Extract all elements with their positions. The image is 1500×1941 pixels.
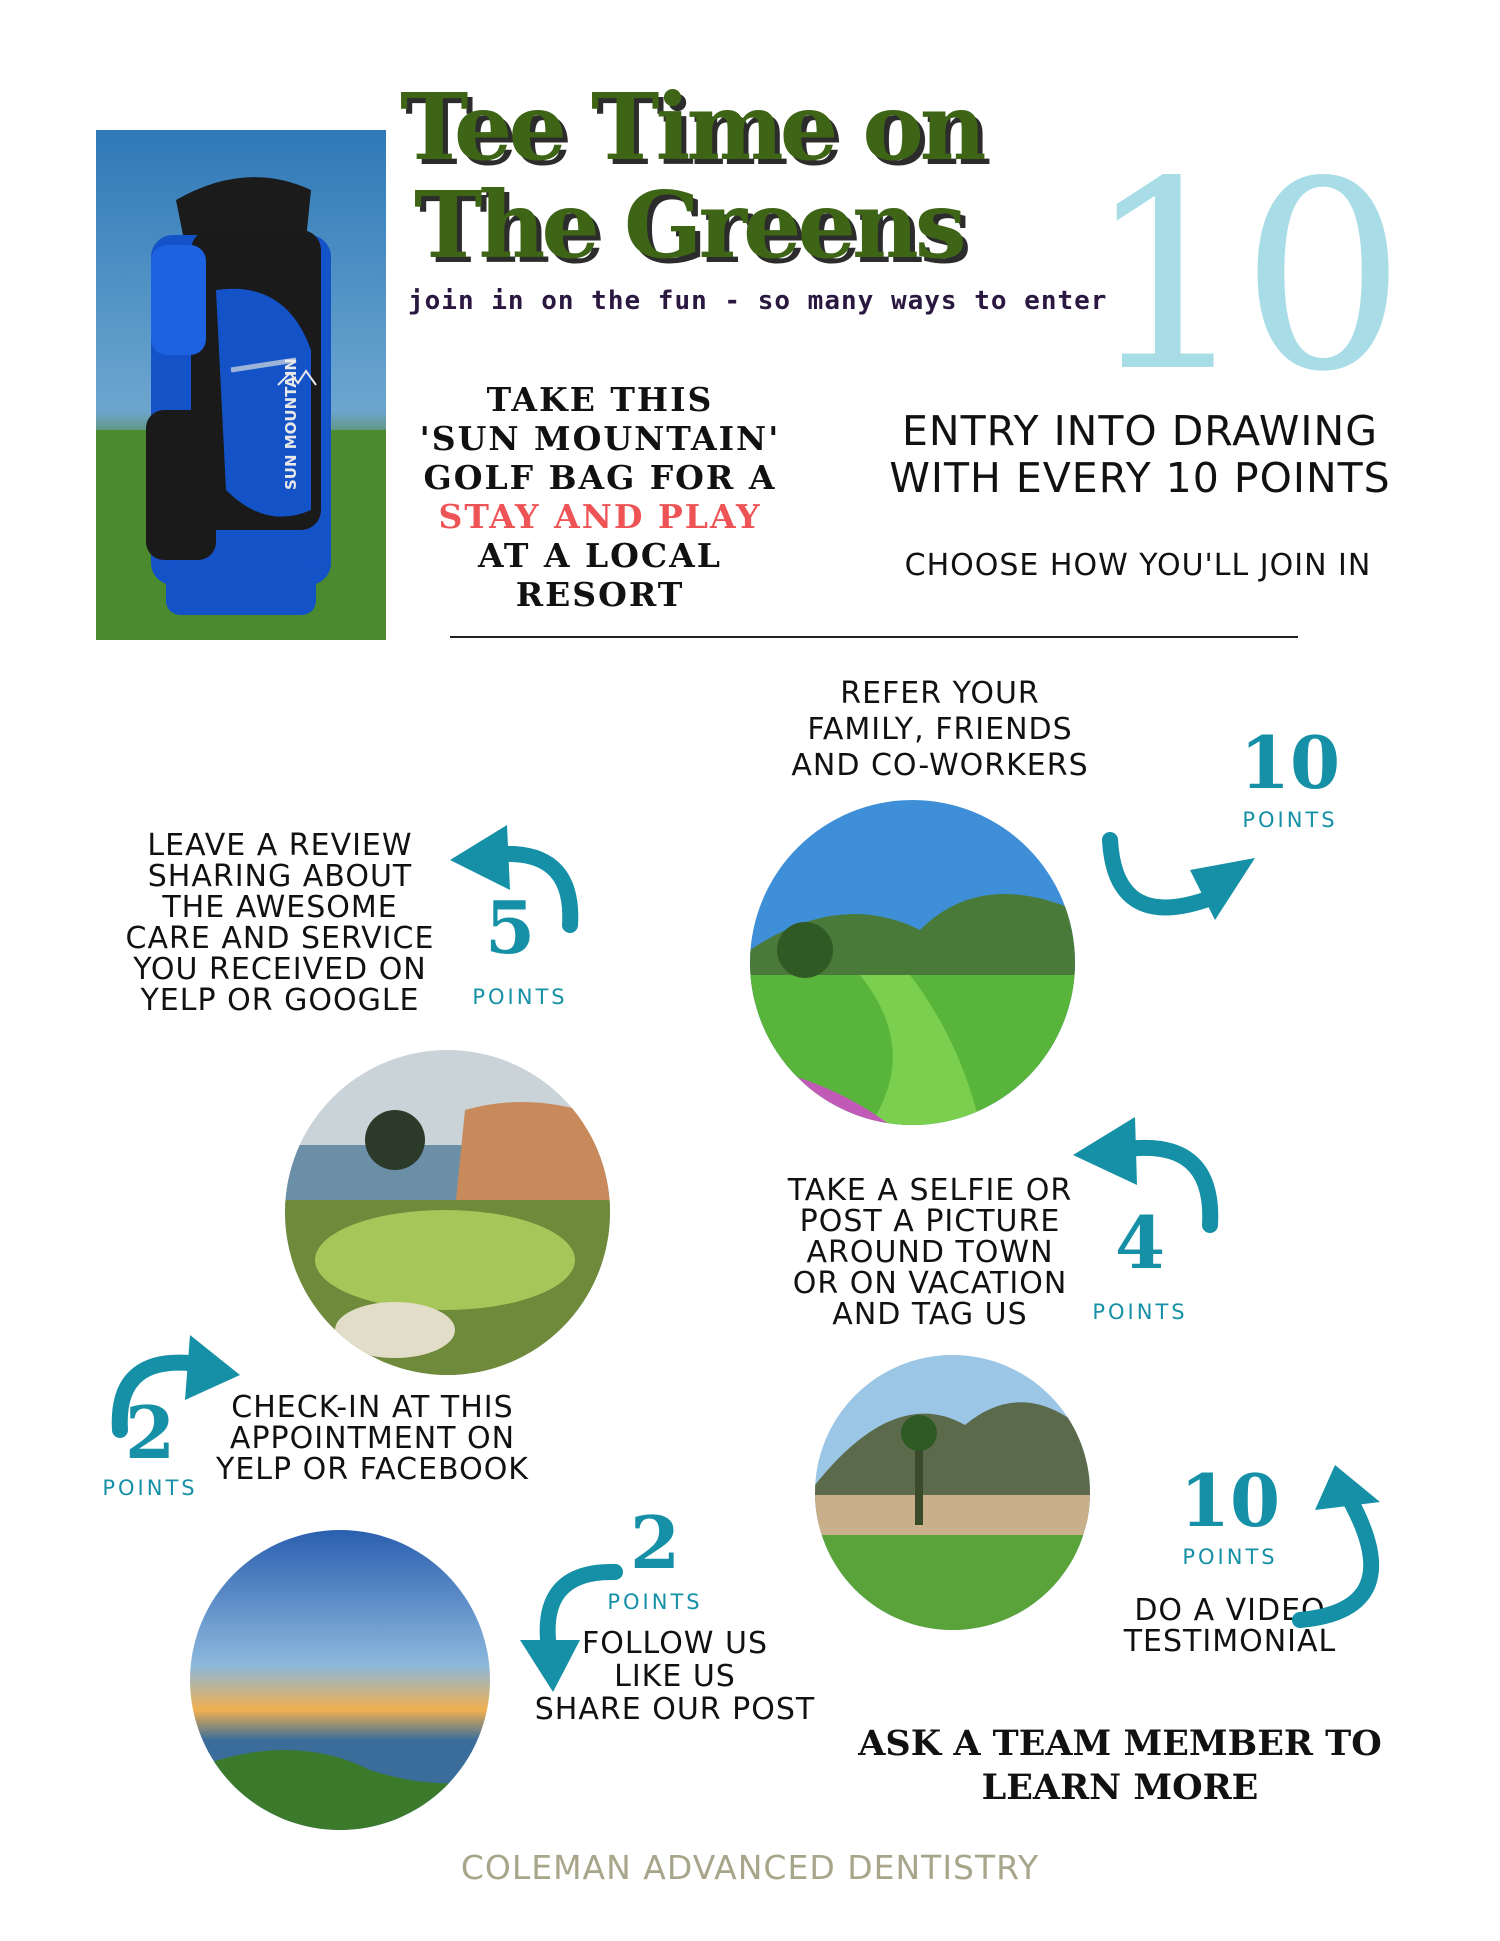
page-subtitle: join in on the fun - so many ways to enter (408, 286, 1108, 316)
refer-points: 10 (1239, 720, 1341, 805)
task-checkin (210, 1392, 535, 1485)
task-review (110, 830, 450, 1016)
prize-line: GOLF BAG FOR A (423, 458, 777, 497)
task-line: APPOINTMENT ON (229, 1421, 516, 1456)
selfie-points: 4 (1114, 1200, 1166, 1285)
review-points: 5 (484, 885, 536, 970)
prize-line: AT A LOCAL (478, 536, 722, 575)
prize-description (410, 380, 790, 614)
follow-points-label: POINTS (607, 1590, 703, 1614)
checkin-points: 2 (124, 1390, 176, 1475)
task-line: AND CO-WORKERS (791, 748, 1089, 783)
task-line: FAMILY, FRIENDS (807, 712, 1073, 747)
task-line: LIKE US (614, 1659, 736, 1694)
task-line: YELP OR GOOGLE (140, 983, 420, 1018)
ask-line-2: LEARN MORE (981, 1767, 1259, 1808)
refer-points-label: POINTS (1242, 808, 1338, 832)
prize-highlight: STAY AND PLAY (438, 497, 762, 536)
bag-brand-text: SUN MOUNTAIN (282, 358, 300, 490)
ocean-sunset-photo (190, 1530, 490, 1830)
task-line: LEAVE A REVIEW (147, 828, 413, 863)
task-line: FOLLOW US (581, 1626, 769, 1661)
task-line: REFER YOUR (840, 676, 1040, 711)
follow-points: 2 (629, 1500, 681, 1585)
task-line: POST A PICTURE (799, 1204, 1061, 1239)
curved-arrow-icon (1290, 1460, 1410, 1630)
task-line: DO A VIDEO (1134, 1593, 1326, 1628)
task-line: TESTIMONIAL (1123, 1624, 1337, 1659)
selfie-points-label: POINTS (1092, 1300, 1188, 1324)
title-line-1: Tee Time on (400, 73, 983, 181)
big-ten: 10 (1085, 127, 1396, 429)
page-title (400, 73, 1040, 279)
task-line: TAKE A SELFIE OR (787, 1173, 1073, 1208)
task-line: SHARING ABOUT (147, 859, 413, 894)
video-points-label: POINTS (1182, 1545, 1278, 1569)
ask-line-1: ASK A TEAM MEMBER TO (858, 1723, 1382, 1764)
video-points: 10 (1179, 1458, 1281, 1543)
golf-bag-photo (96, 130, 386, 640)
task-follow (525, 1627, 825, 1726)
task-line: THE AWESOME (162, 890, 398, 925)
mountain-resort-photo (815, 1355, 1090, 1630)
prize-line: 'SUN MOUNTAIN' (419, 419, 781, 458)
task-line: YELP OR FACEBOOK (216, 1452, 529, 1487)
review-points-label: POINTS (472, 985, 568, 1009)
task-line: AND TAG US (832, 1297, 1028, 1332)
task-refer (740, 676, 1140, 784)
entry-line-1: ENTRY INTO DRAWING (902, 407, 1378, 455)
task-line: SHARE OUR POST (534, 1692, 816, 1727)
call-to-action (840, 1722, 1400, 1810)
task-line: YOU RECEIVED ON (133, 952, 427, 987)
practice-name: COLEMAN ADVANCED DENTISTRY (460, 1848, 1040, 1887)
task-line: OR ON VACATION (792, 1266, 1068, 1301)
task-selfie (775, 1175, 1085, 1330)
prize-line: RESORT (515, 575, 685, 614)
task-line: CHECK-IN AT THIS (231, 1390, 514, 1425)
entry-rule (840, 408, 1440, 502)
divider (450, 636, 1298, 638)
curved-arrow-icon (1095, 830, 1265, 940)
task-line: CARE AND SERVICE (125, 921, 435, 956)
title-line-2: The Greens (414, 171, 963, 279)
coastal-golf-photo (285, 1050, 610, 1375)
prize-line: TAKE THIS (486, 380, 714, 419)
checkin-points-label: POINTS (102, 1476, 198, 1500)
entry-line-2: WITH EVERY 10 POINTS (889, 454, 1391, 502)
task-line: AROUND TOWN (806, 1235, 1054, 1270)
golf-course-photo (750, 800, 1075, 1125)
choose-text: CHOOSE HOW YOU'LL JOIN IN (904, 548, 1372, 583)
